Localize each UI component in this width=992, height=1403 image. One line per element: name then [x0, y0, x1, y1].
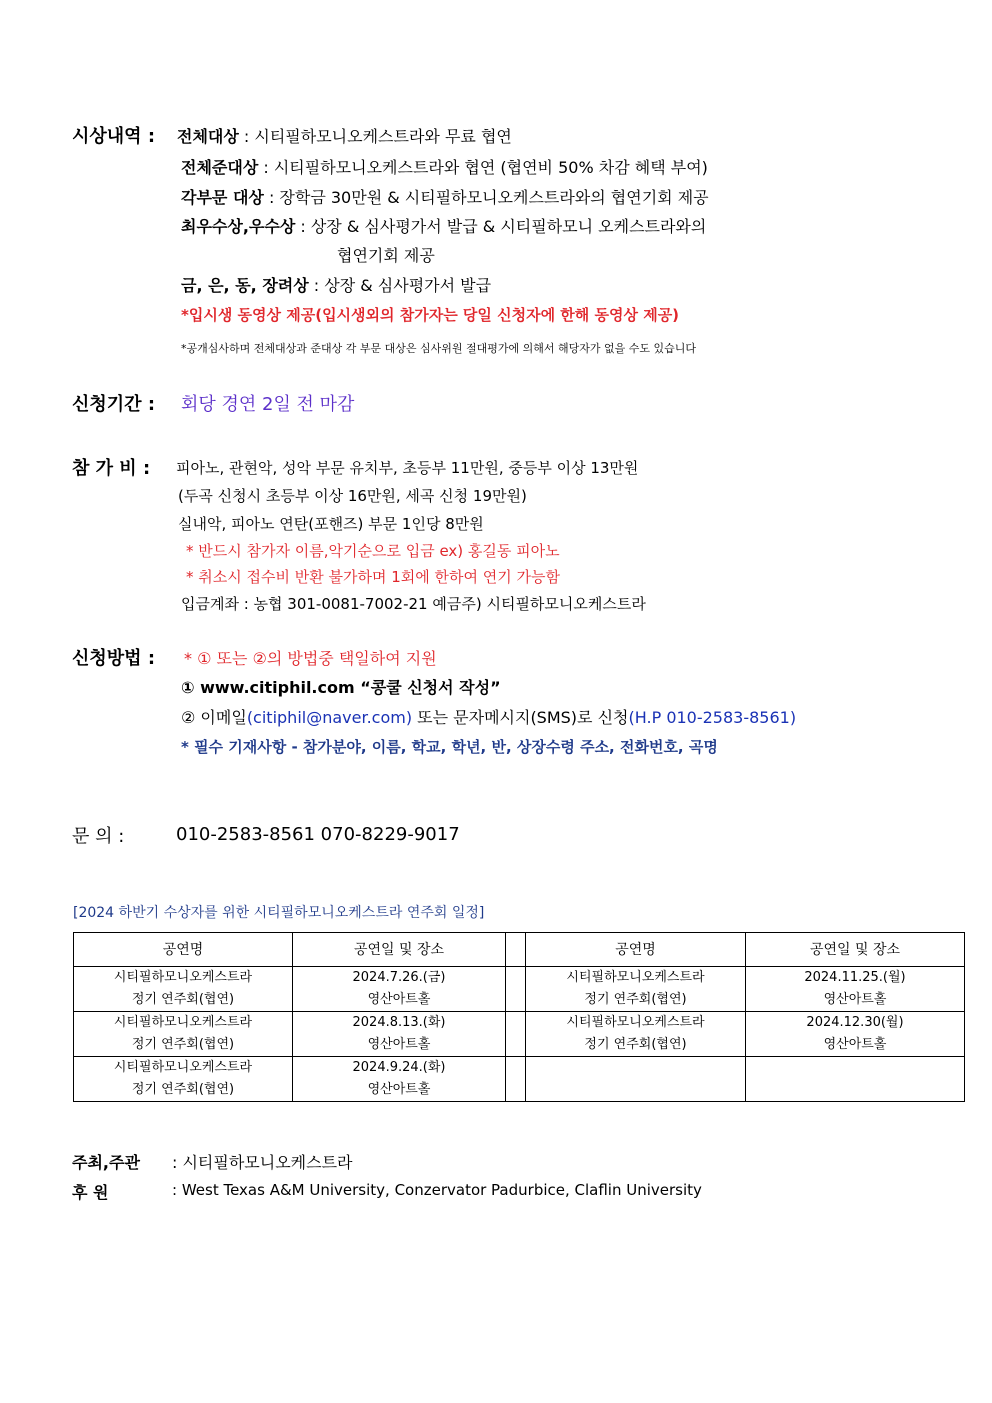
- award-value: : 장학금 30만원 & 시티필하모니오케스트라와의 협연기회 제공: [263, 188, 709, 207]
- host-label: 주최,주관: [72, 1153, 140, 1172]
- fee-account: 입금계좌 : 농협 301-0081-7002-21 예금주) 시티필하모니오케스트라: [181, 595, 646, 613]
- performance-cell: 시티필하모니오케스트라 정기 연주회(협연): [74, 1012, 293, 1057]
- award-medal-prize: [181, 273, 491, 296]
- performance-cell: [526, 1057, 746, 1102]
- awards-label: 시상내역 :: [72, 126, 156, 147]
- fee-deposit-note: * 반드시 참가자 이름,악기순으로 입금 ex) 홍길동 피아노: [186, 542, 560, 560]
- table-gap: [506, 1012, 526, 1057]
- table-gap: [506, 967, 526, 1012]
- award-excellence-cont: 협연기회 제공: [337, 246, 435, 265]
- date-venue-cell: 2024.12.30(월) 영산아트홀: [746, 1012, 965, 1057]
- award-key: 전체대상: [177, 127, 239, 146]
- award-value: : 시티필하모니오케스트라와 무료 협연: [238, 127, 512, 146]
- method-option-email-sms: [181, 705, 796, 728]
- performance-cell: 시티필하모니오케스트라 정기 연주회(협연): [74, 1057, 293, 1102]
- award-value: : 상장 & 심사평가서 발급 & 시티필하모니 오케스트라와의: [295, 217, 707, 236]
- award-value: : 시티필하모니오케스트라와 협연 (협연비 50% 차감 혜택 부여): [258, 158, 708, 177]
- award-grand-prize: [177, 124, 512, 147]
- method-required-fields: * 필수 기재사항 - 참가분야, 이름, 학교, 학년, 반, 상장수령 주소, 전화번호, 곡명: [181, 738, 718, 756]
- schedule-title: [2024 하반기 수상자를 위한 시티필하모니오케스트라 연주회 일정]: [73, 905, 485, 921]
- period-label: 신청기간 :: [72, 394, 156, 415]
- header-date-venue-right: 공연일 및 장소: [746, 933, 965, 967]
- award-judging-note: *공개심사하며 전체대상과 준대상 각 부문 대상은 심사위원 절대평가에 의해서 해당자가 없을 수도 있습니다: [181, 342, 696, 355]
- date-venue-cell: 2024.11.25.(월) 영산아트홀: [746, 967, 965, 1012]
- sponsor-label: 후 원: [72, 1183, 109, 1202]
- performance-cell: 시티필하모니오케스트라 정기 연주회(협연): [526, 1012, 746, 1057]
- method-label: 신청방법 :: [72, 648, 156, 669]
- host-value: : 시티필하모니오케스트라: [172, 1153, 353, 1172]
- contact-phones: 010-2583-8561 070-8229-9017: [176, 824, 460, 845]
- table-row: [74, 1012, 965, 1057]
- header-performance-right: 공연명: [526, 933, 746, 967]
- award-key: 각부문 대상: [181, 188, 264, 207]
- period-value: 회당 경연 2일 전 마감: [181, 394, 355, 415]
- method-email-prefix: ② 이메일: [181, 708, 247, 727]
- contact-label: 문 의 :: [72, 826, 125, 847]
- method-sms-text: 또는 문자메시지(SMS)로 신청: [412, 708, 629, 727]
- date-venue-cell: 2024.7.26.(금) 영산아트홀: [293, 967, 506, 1012]
- table-row: [74, 1057, 965, 1102]
- performance-cell: 시티필하모니오케스트라 정기 연주회(협연): [74, 967, 293, 1012]
- sponsor-value: : West Texas A&M University, Conzervator Padurbice, Claflin University: [172, 1181, 702, 1199]
- award-video-note: *입시생 동영상 제공(입시생외의 참가자는 당일 신청자에 한해 동영상 제공): [181, 306, 680, 324]
- award-excellence-prize: [181, 214, 706, 237]
- date-venue-cell: 2024.8.13.(화) 영산아트홀: [293, 1012, 506, 1057]
- schedule-table: [73, 932, 965, 1102]
- table-header-row: [74, 933, 965, 967]
- performance-cell: 시티필하모니오케스트라 정기 연주회(협연): [526, 967, 746, 1012]
- award-key: 전체준대상: [181, 158, 259, 177]
- table-gap: [506, 1057, 526, 1102]
- fee-cancel-note: * 취소시 접수비 반환 불가하며 1회에 한하여 연기 가능함: [186, 568, 560, 586]
- award-category-prize: [181, 185, 709, 208]
- award-value: : 상장 & 심사평가서 발급: [308, 276, 492, 295]
- award-key: 최우수상,우수상: [181, 217, 296, 236]
- fee-label: 참 가 비 :: [72, 458, 151, 479]
- fee-line1: 피아노, 관현악, 성악 부문 유치부, 초등부 11만원, 중등부 이상 13만원: [176, 459, 639, 477]
- date-venue-cell: 2024.9.24.(화) 영산아트홀: [293, 1057, 506, 1102]
- email-link[interactable]: (citiphil@naver.com): [246, 708, 413, 727]
- table-gap: [506, 933, 526, 967]
- phone-number: (H.P 010-2583-8561): [628, 708, 797, 727]
- date-venue-cell: [746, 1057, 965, 1102]
- header-date-venue-left: 공연일 및 장소: [293, 933, 506, 967]
- header-performance-left: 공연명: [74, 933, 293, 967]
- table-row: [74, 967, 965, 1012]
- fee-line3: 실내악, 피아노 연탄(포핸즈) 부문 1인당 8만원: [178, 515, 484, 533]
- fee-line2: (두곡 신청시 초등부 이상 16만원, 세곡 신청 19만원): [178, 487, 527, 505]
- award-key: 금, 은, 동, 장려상: [181, 276, 309, 295]
- method-option-website: ① www.citiphil.com “콩쿨 신청서 작성”: [181, 678, 501, 697]
- method-intro: * ① 또는 ②의 방법중 택일하여 지원: [184, 649, 437, 668]
- award-second-prize: [181, 155, 708, 178]
